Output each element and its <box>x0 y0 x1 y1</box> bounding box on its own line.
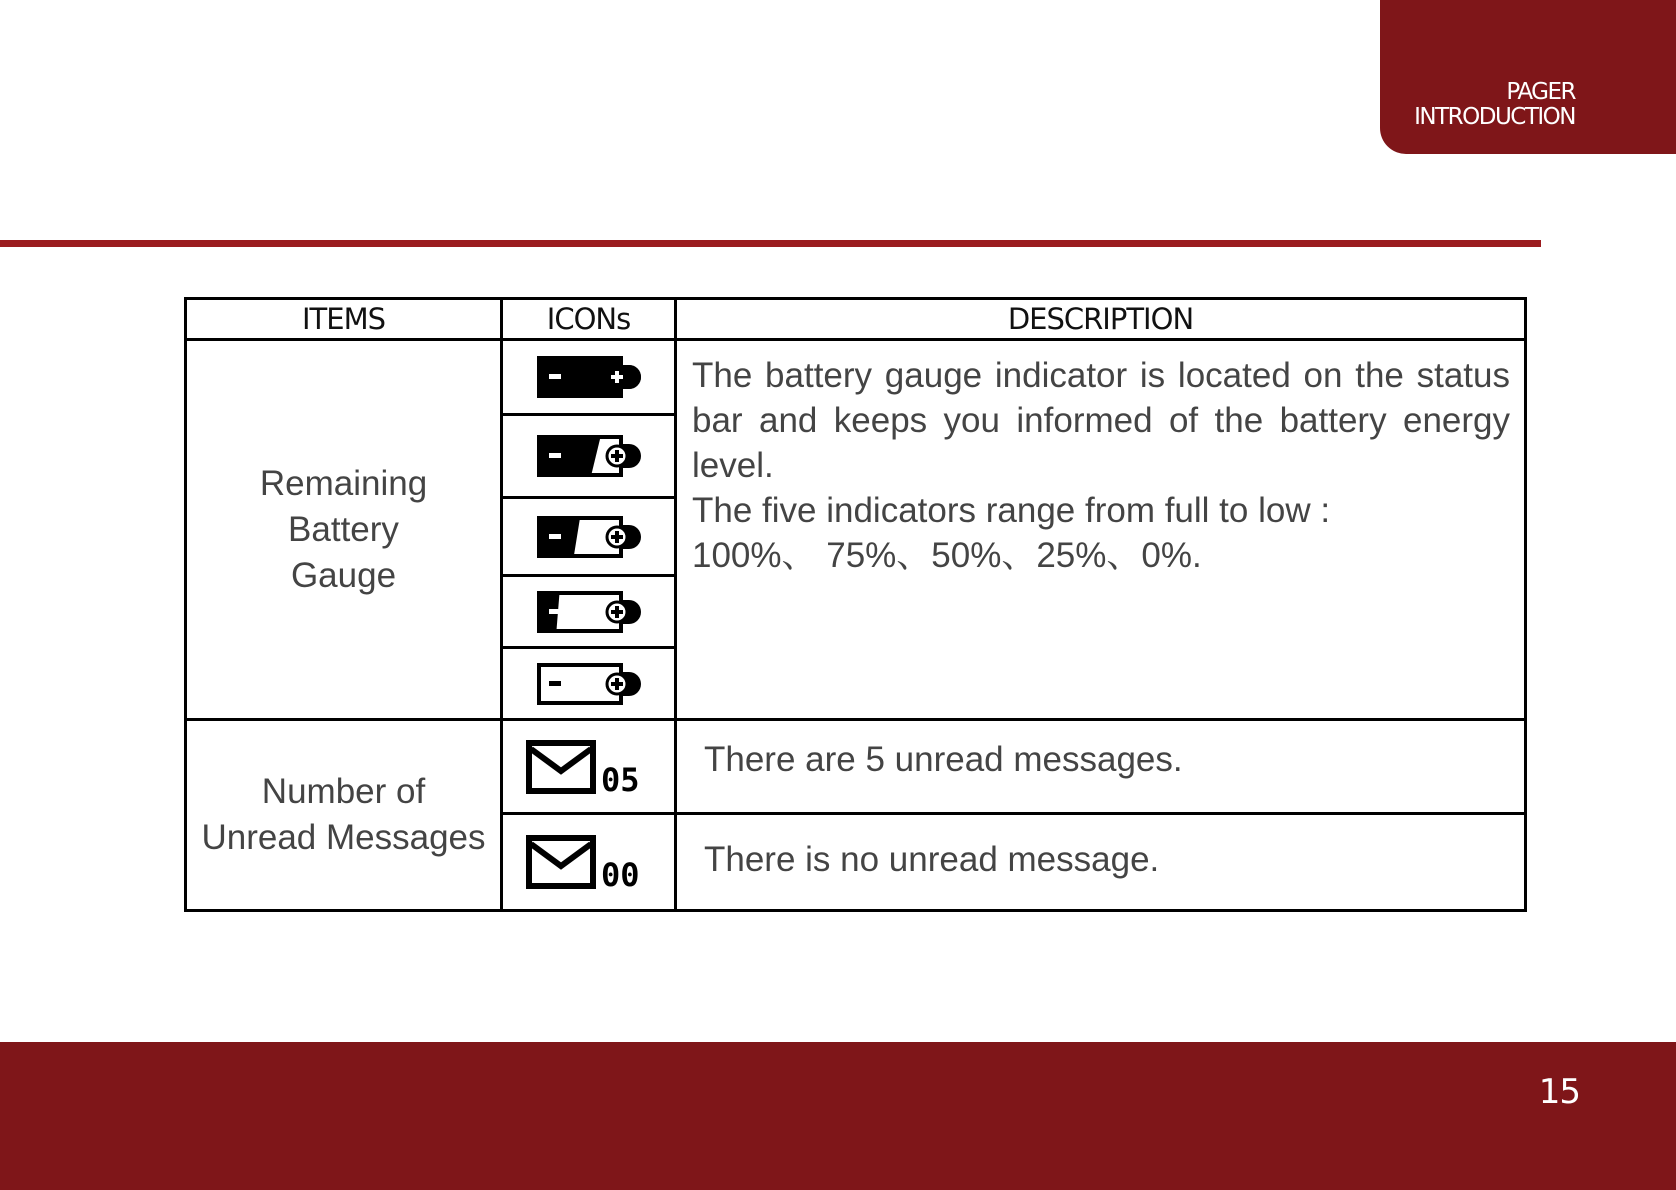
battery-icon-cell <box>502 340 676 415</box>
table-row <box>186 340 1526 415</box>
battery-75-icon <box>537 447 641 464</box>
battery-25-icon <box>537 603 641 620</box>
envelope-icon <box>525 739 597 795</box>
message-description: There are 5 unread messages. <box>676 720 1526 814</box>
unread-count-digits <box>601 858 653 890</box>
table-row <box>186 720 1526 814</box>
footer-band <box>0 1042 1676 1190</box>
battery-icon-cell <box>502 576 676 648</box>
item-label-line: Battery <box>288 509 399 549</box>
unread-count-indicator <box>525 834 653 890</box>
battery-description-range: The five indicators range from full to low : <box>692 491 1331 530</box>
unread-count-text: 05 <box>600 762 640 795</box>
header-divider <box>0 240 1541 247</box>
battery-description-levels: 100%、 75%、50%、25%、0%. <box>692 536 1202 575</box>
item-label-line: Number of <box>261 772 426 811</box>
item-label-line: Unread Messages <box>201 818 486 857</box>
battery-description <box>676 340 1526 720</box>
page-number: 15 <box>1538 1072 1580 1112</box>
battery-description-text: The battery gauge indicator is located on the status bar and keeps you informed of the battery energy level. <box>692 356 1510 485</box>
unread-count-digits <box>601 763 653 795</box>
section-tab <box>1380 0 1676 154</box>
envelope-icon <box>525 834 597 890</box>
item-label-line: Gauge <box>290 555 397 595</box>
battery-100-icon <box>537 368 641 385</box>
message-icon-cell <box>502 720 676 814</box>
item-label-line: Remaining <box>259 463 428 503</box>
item-unread-messages <box>186 720 502 911</box>
section-title-line1: PAGER <box>1506 79 1575 105</box>
header-icons: ICONs <box>502 299 676 340</box>
battery-0-icon <box>537 675 641 692</box>
header-description: DESCRIPTION <box>676 299 1526 340</box>
icon-reference-table <box>184 297 1527 912</box>
unread-count-indicator <box>525 739 653 795</box>
battery-50-icon <box>537 528 641 545</box>
unread-count-text: 00 <box>600 858 640 890</box>
item-remaining-battery-gauge <box>186 340 502 720</box>
section-title-line2: INTRODUCTION <box>1414 104 1575 130</box>
message-icon-cell <box>502 814 676 911</box>
table-header-row <box>186 299 1526 340</box>
battery-icon-cell <box>502 498 676 576</box>
message-description: There is no unread message. <box>676 814 1526 911</box>
battery-icon-cell <box>502 415 676 498</box>
header-items: ITEMS <box>186 299 502 340</box>
battery-icon-cell <box>502 648 676 720</box>
